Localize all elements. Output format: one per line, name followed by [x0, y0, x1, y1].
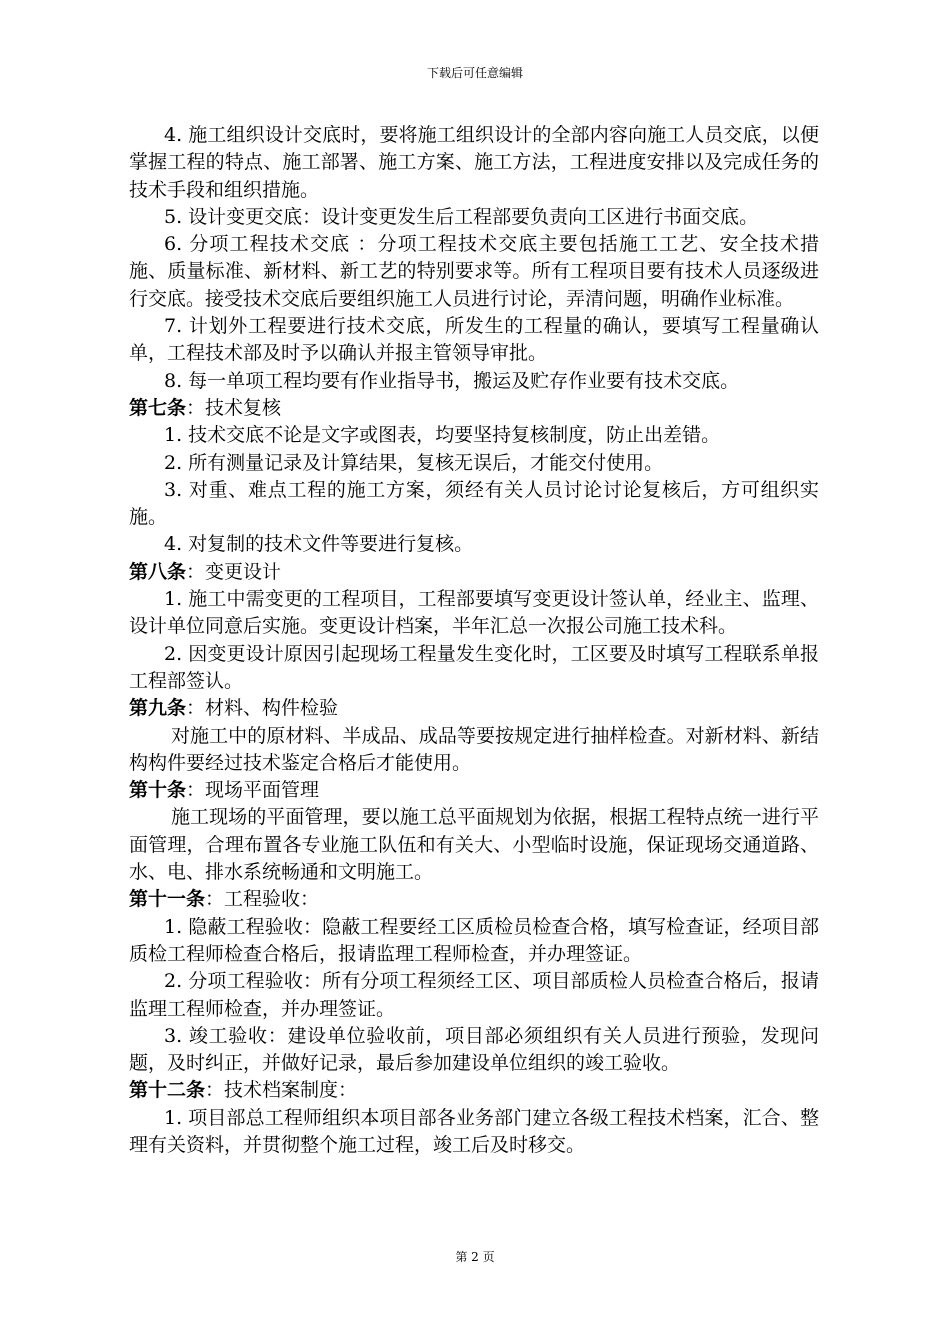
paragraph: 2. 因变更设计原因引起现场工程量发生变化时，工区要及时填写工程联系单报工程部签认。	[129, 642, 819, 692]
section-number: 第十一条	[129, 888, 206, 911]
paragraph: 8. 每一单项工程均要有作业指导书，搬运及贮存作业要有技术交底。	[164, 369, 740, 392]
paragraph: 7. 计划外工程要进行技术交底，所发生的工程量的确认，要填写工程量确认单，工程技术部及时予以确认并报主管领导审批。	[129, 315, 819, 365]
section-number: 第八条	[129, 560, 187, 583]
paragraph: 3. 竣工验收：建设单位验收前，项目部必须组织有关人员进行预验，发现问题，及时纠正，并做好记录，最后参加建设单位组织的竣工验收。	[129, 1024, 819, 1075]
paragraph: 对施工中的原材料、半成品、成品等要按规定进行抽样检查。对新材料、新结构构件要经过技术鉴定合格后才能使用。	[129, 724, 819, 774]
paragraph: 3. 对重、难点工程的施工方案，须经有关人员讨论讨论复核后，方可组织实施。	[129, 478, 819, 529]
section-title: ：工程验收：	[205, 888, 320, 911]
section-title: ：变更设计	[186, 560, 282, 583]
section-heading	[129, 395, 819, 422]
paragraph: 1. 项目部总工程师组织本项目部各业务部门建立各级工程技术档案，汇合、整理有关资料，并贯彻整个施工过程，竣工后及时移交。	[129, 1106, 819, 1156]
section-title: ：现场平面管理	[186, 779, 320, 802]
section-heading	[129, 886, 819, 913]
paragraph: 1. 施工中需变更的工程项目，工程部要填写变更设计签认单，经业主、监理、设计单位同意后实施。变更设计档案，半年汇总一次报公司施工技术科。	[129, 588, 819, 638]
paragraph: 1. 技术交底不论是文字或图表，均要坚持复核制度，防止出差错。	[164, 424, 721, 447]
section-number: 第七条	[129, 396, 187, 419]
paragraph: 施工现场的平面管理，要以施工总平面规划为依据，根据工程特点统一进行平面管理，合理布置各专业施工队伍和有关大、小型临时设施，保证现场交通道路、水、电、排水系统畅通和文明施工。	[129, 806, 819, 884]
section-number: 第十条	[129, 779, 187, 802]
paragraph: 5. 设计变更交底：设计变更发生后工程部要负责向工区进行书面交底。	[164, 205, 759, 228]
section-title: ：技术档案制度：	[205, 1079, 358, 1102]
paragraph: 1. 隐蔽工程验收：隐蔽工程要经工区质检员检查合格，填写检查证，经项目部质检工程师检查合格后，报请监理工程师检查，并办理签证。	[129, 915, 819, 965]
page-header: 下载后可任意编辑	[426, 66, 523, 80]
paragraph: 6. 分项工程技术交底 ：分项工程技术交底主要包括施工工艺、安全技术措施、质量标准、新材料、新工艺的特别要求等。所有工程项目要有技术人员逐级进行交底。接受技术交底后要组织施工人员进行讨论，弄清问题，明确作业标准。	[129, 233, 819, 310]
section-heading	[129, 777, 819, 804]
paragraph: 4. 对复制的技术文件等要进行复核。	[164, 533, 474, 556]
paragraph: 2. 分项工程验收：所有分项工程须经工区、项目部质检人员检查合格后，报请监理工程师检查，并办理签证。	[129, 970, 819, 1020]
paragraph: 4. 施工组织设计交底时，要将施工组织设计的全部内容向施工人员交底，以便掌握工程的特点、施工部署、施工方案、施工方法，工程进度安排以及完成任务的技术手段和组织措施。	[129, 124, 819, 201]
section-heading	[129, 559, 819, 586]
section-heading	[129, 1077, 819, 1104]
section-number: 第九条	[129, 697, 187, 720]
paragraph: 2. 所有测量记录及计算结果，复核无误后，才能交付使用。	[164, 451, 664, 474]
page-number: 第 2 页	[455, 1250, 495, 1264]
section-title: ：技术复核	[186, 396, 282, 419]
document-body	[129, 122, 819, 1159]
section-number: 第十二条	[129, 1079, 206, 1102]
section-title: ：材料、构件检验	[186, 697, 339, 720]
section-heading	[129, 695, 819, 722]
